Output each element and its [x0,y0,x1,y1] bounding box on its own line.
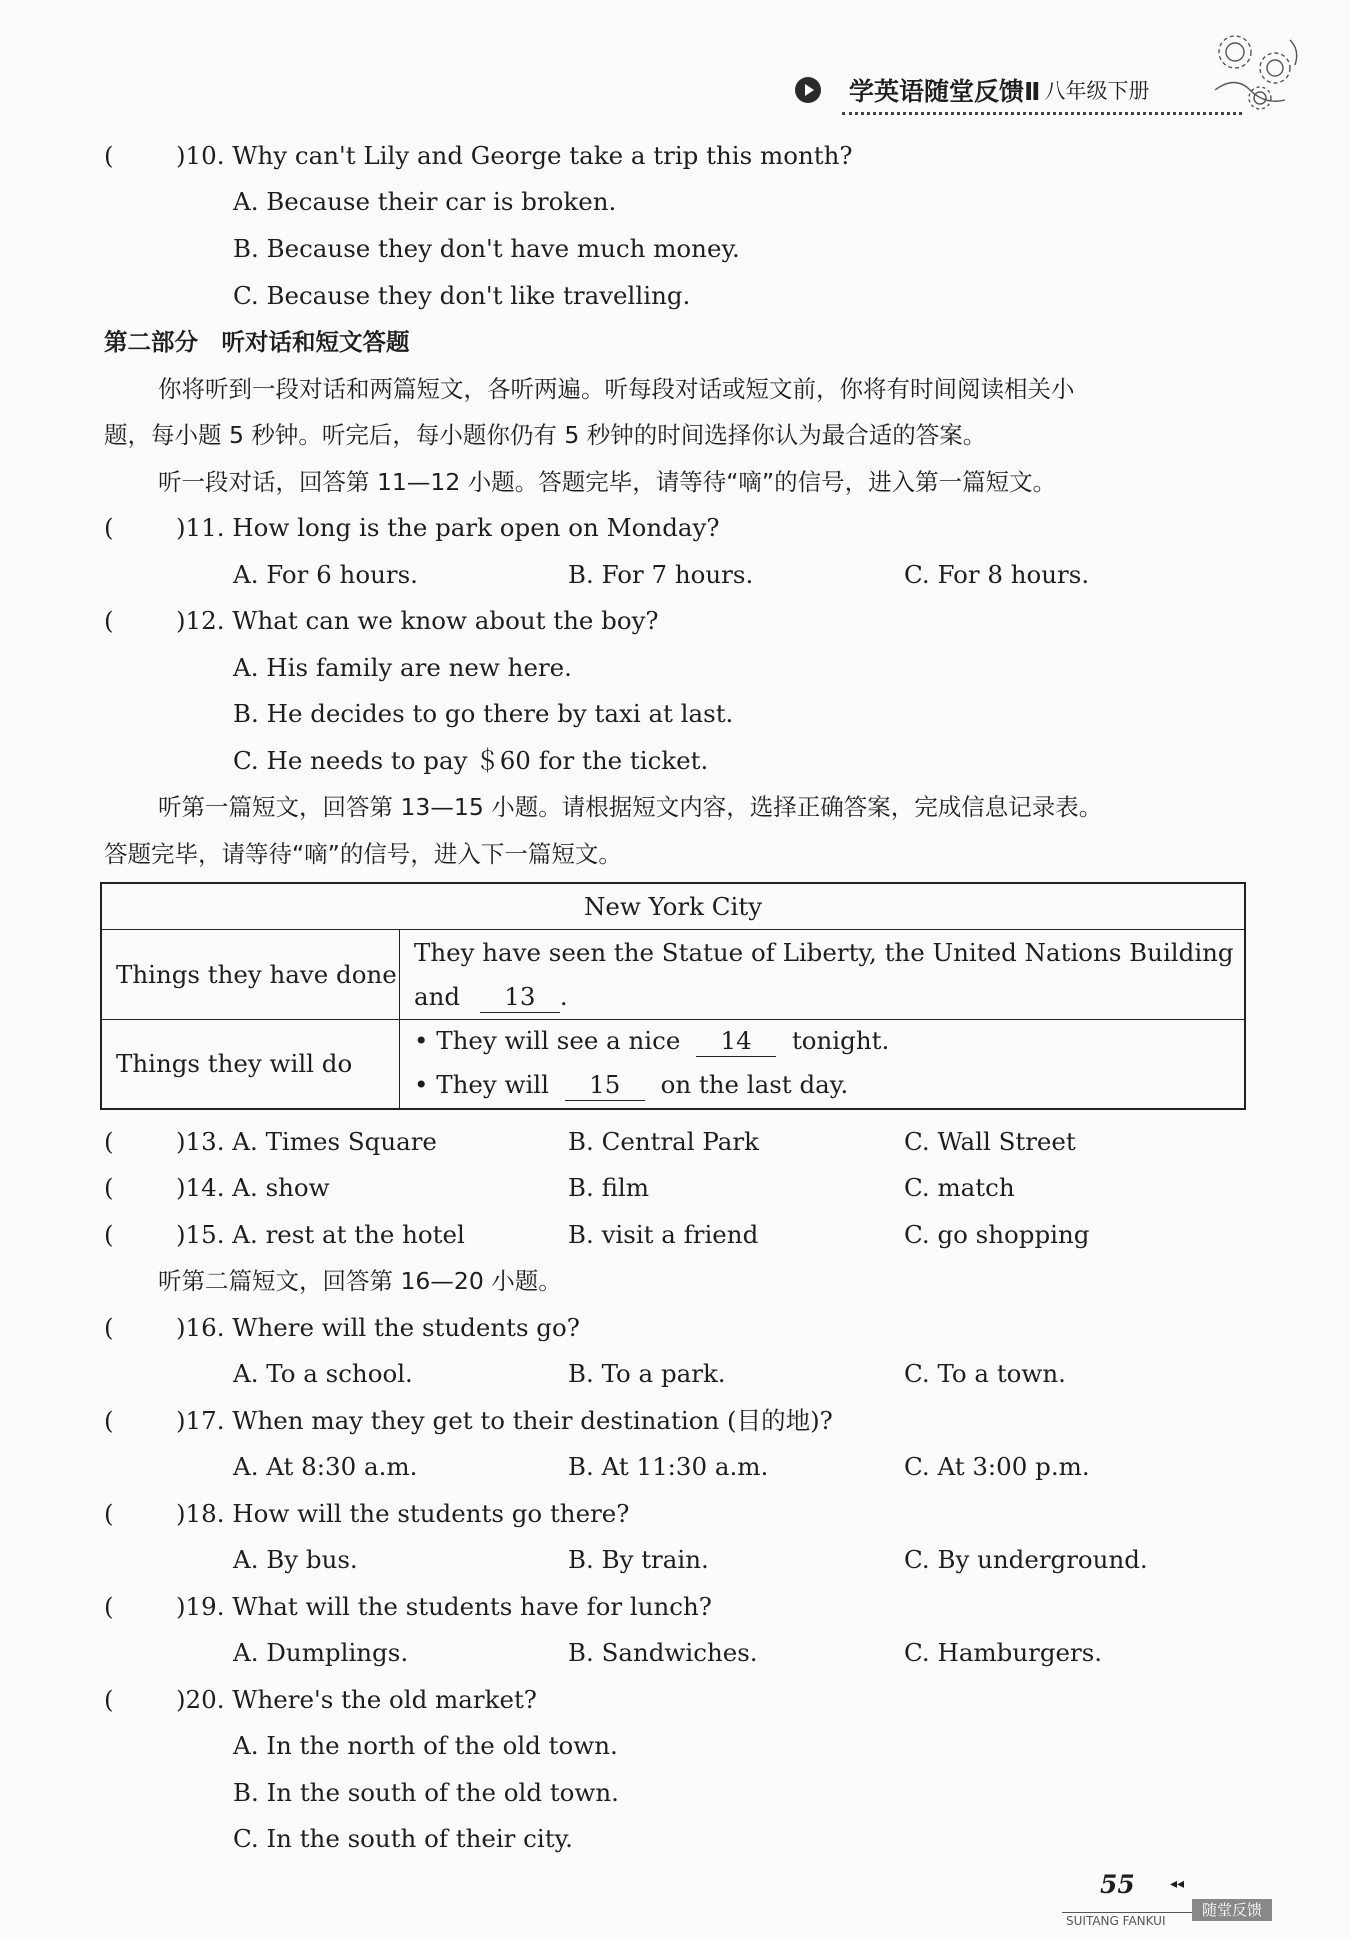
footer-brand-en: SUITANG FANKUI [1066,1914,1166,1928]
bullet-text: • They will [414,1070,549,1099]
option-c: C. go shopping [904,1220,1090,1249]
flower-decoration-icon [1205,20,1315,115]
option-b: B. At 11:30 a.m. [568,1452,769,1481]
answer-paren[interactable]: ( [104,1127,114,1156]
option-a: A. By bus. [233,1545,358,1574]
question-stem: )11. How long is the park open on Monday? [176,513,720,542]
page-header [795,70,1149,110]
option-a: A. At 8:30 a.m. [233,1452,418,1481]
option-b: B. By train. [568,1545,709,1574]
page-number: 55 [1100,1870,1135,1899]
footer-brand-badge: 随堂反馈 [1192,1899,1272,1921]
option-b: B. film [568,1173,649,1202]
bullet-text: • They will see a nice [414,1026,681,1055]
row-done-and: and [414,982,461,1011]
option-c: C. He needs to pay ＄60 for the ticket. [233,746,709,775]
passage1-instruction-line2: 答题完毕，请等待“嘀”的信号，进入下一篇短文。 [104,840,622,868]
section-intro-line2: 题，每小题 5 秒钟。听完后，每小题你仍有 5 秒钟的时间选择你认为最合适的答案。 [104,421,987,449]
answer-paren[interactable]: ( [104,141,114,170]
answer-paren[interactable]: ( [104,1406,114,1435]
section-title: 第二部分 听对话和短文答题 [104,328,410,356]
option-c: C. Wall Street [904,1127,1076,1156]
question-stem: )15. A. rest at the hotel [176,1220,465,1249]
option-b: B. To a park. [568,1359,726,1388]
info-record-table [100,882,1246,1110]
passage1-instruction-line1: 听第一篇短文，回答第 13—15 小题。请根据短文内容，选择正确答案，完成信息记录表。 [158,793,1103,821]
play-icon [795,77,821,103]
bullet-text-end: tonight. [791,1026,890,1055]
option-b: B. For 7 hours. [568,560,754,589]
book-title: 学英语随堂反馈Ⅱ [849,77,1041,106]
option-b: B. Central Park [568,1127,759,1156]
option-c: C. For 8 hours. [904,560,1090,589]
blank-15[interactable]: 15 [565,1070,645,1101]
answer-paren[interactable]: ( [104,513,114,542]
header-divider [842,112,1242,115]
question-stem: )18. How will the students go there? [176,1499,630,1528]
table-row [102,1019,1244,1108]
option-b: B. He decides to go there by taxi at last. [233,699,734,728]
row-label-done: Things they have done [102,929,400,1019]
blank-13[interactable]: 13 [480,982,560,1013]
question-stem: )17. When may they get to their destination (目的地)? [176,1406,833,1435]
option-b: B. Because they don't have much money. [233,234,740,263]
option-a: A. In the north of the old town. [233,1731,618,1760]
question-stem: )10. Why can't Lily and George take a trip this month? [176,141,853,170]
answer-paren[interactable]: ( [104,1685,114,1714]
option-c: C. match [904,1173,1015,1202]
option-c: C. At 3:00 p.m. [904,1452,1090,1481]
passage2-instruction: 听第二篇短文，回答第 16—20 小题。 [158,1267,562,1295]
option-b: B. visit a friend [568,1220,759,1249]
answer-paren[interactable]: ( [104,1173,114,1202]
grade-label: 八年级下册 [1044,79,1150,103]
option-a: A. His family are new here. [233,653,572,682]
bullet-text-end: on the last day. [660,1070,849,1099]
answer-paren[interactable]: ( [104,606,114,635]
table-title: New York City [102,884,1244,930]
question-stem: )16. Where will the students go? [176,1313,580,1342]
option-c: C. Because they don't like travelling. [233,281,691,310]
option-a: A. Dumplings. [233,1638,409,1667]
row-will-do-line2 [414,1065,848,1105]
row-done-line1: They have seen the Statue of Liberty, the United Nations Building [414,938,1234,967]
double-arrow-icon: ◂◂ [1170,1876,1185,1892]
table-row [102,929,1244,1020]
question-stem: )19. What will the students have for lunch? [176,1592,712,1621]
option-a: A. For 6 hours. [233,560,418,589]
row-done-line2 [414,977,568,1017]
answer-paren[interactable]: ( [104,1313,114,1342]
section-intro-line1: 你将听到一段对话和两篇短文，各听两遍。听每段对话或短文前，你将有时间阅读相关小 [158,375,1075,403]
option-c: C. In the south of their city. [233,1824,573,1853]
answer-paren[interactable]: ( [104,1499,114,1528]
dialog-instruction: 听一段对话，回答第 11—12 小题。答题完毕，请等待“嘀”的信号，进入第一篇短文。 [158,468,1057,496]
row-label-will-do: Things they will do [102,1019,400,1108]
option-a: A. To a school. [233,1359,413,1388]
question-stem: )20. Where's the old market? [176,1685,537,1714]
question-stem: )13. A. Times Square [176,1127,437,1156]
answer-paren[interactable]: ( [104,1220,114,1249]
question-stem: )12. What can we know about the boy? [176,606,659,635]
answer-paren[interactable]: ( [104,1592,114,1621]
option-c: C. By underground. [904,1545,1148,1574]
row-done-period: . [559,982,568,1011]
option-a: A. Because their car is broken. [233,187,617,216]
blank-14[interactable]: 14 [696,1026,776,1057]
option-b: B. Sandwiches. [568,1638,758,1667]
option-b: B. In the south of the old town. [233,1778,619,1807]
option-c: C. Hamburgers. [904,1638,1103,1667]
row-will-do-line1 [414,1021,889,1061]
option-c: C. To a town. [904,1359,1066,1388]
question-stem: )14. A. show [176,1173,330,1202]
